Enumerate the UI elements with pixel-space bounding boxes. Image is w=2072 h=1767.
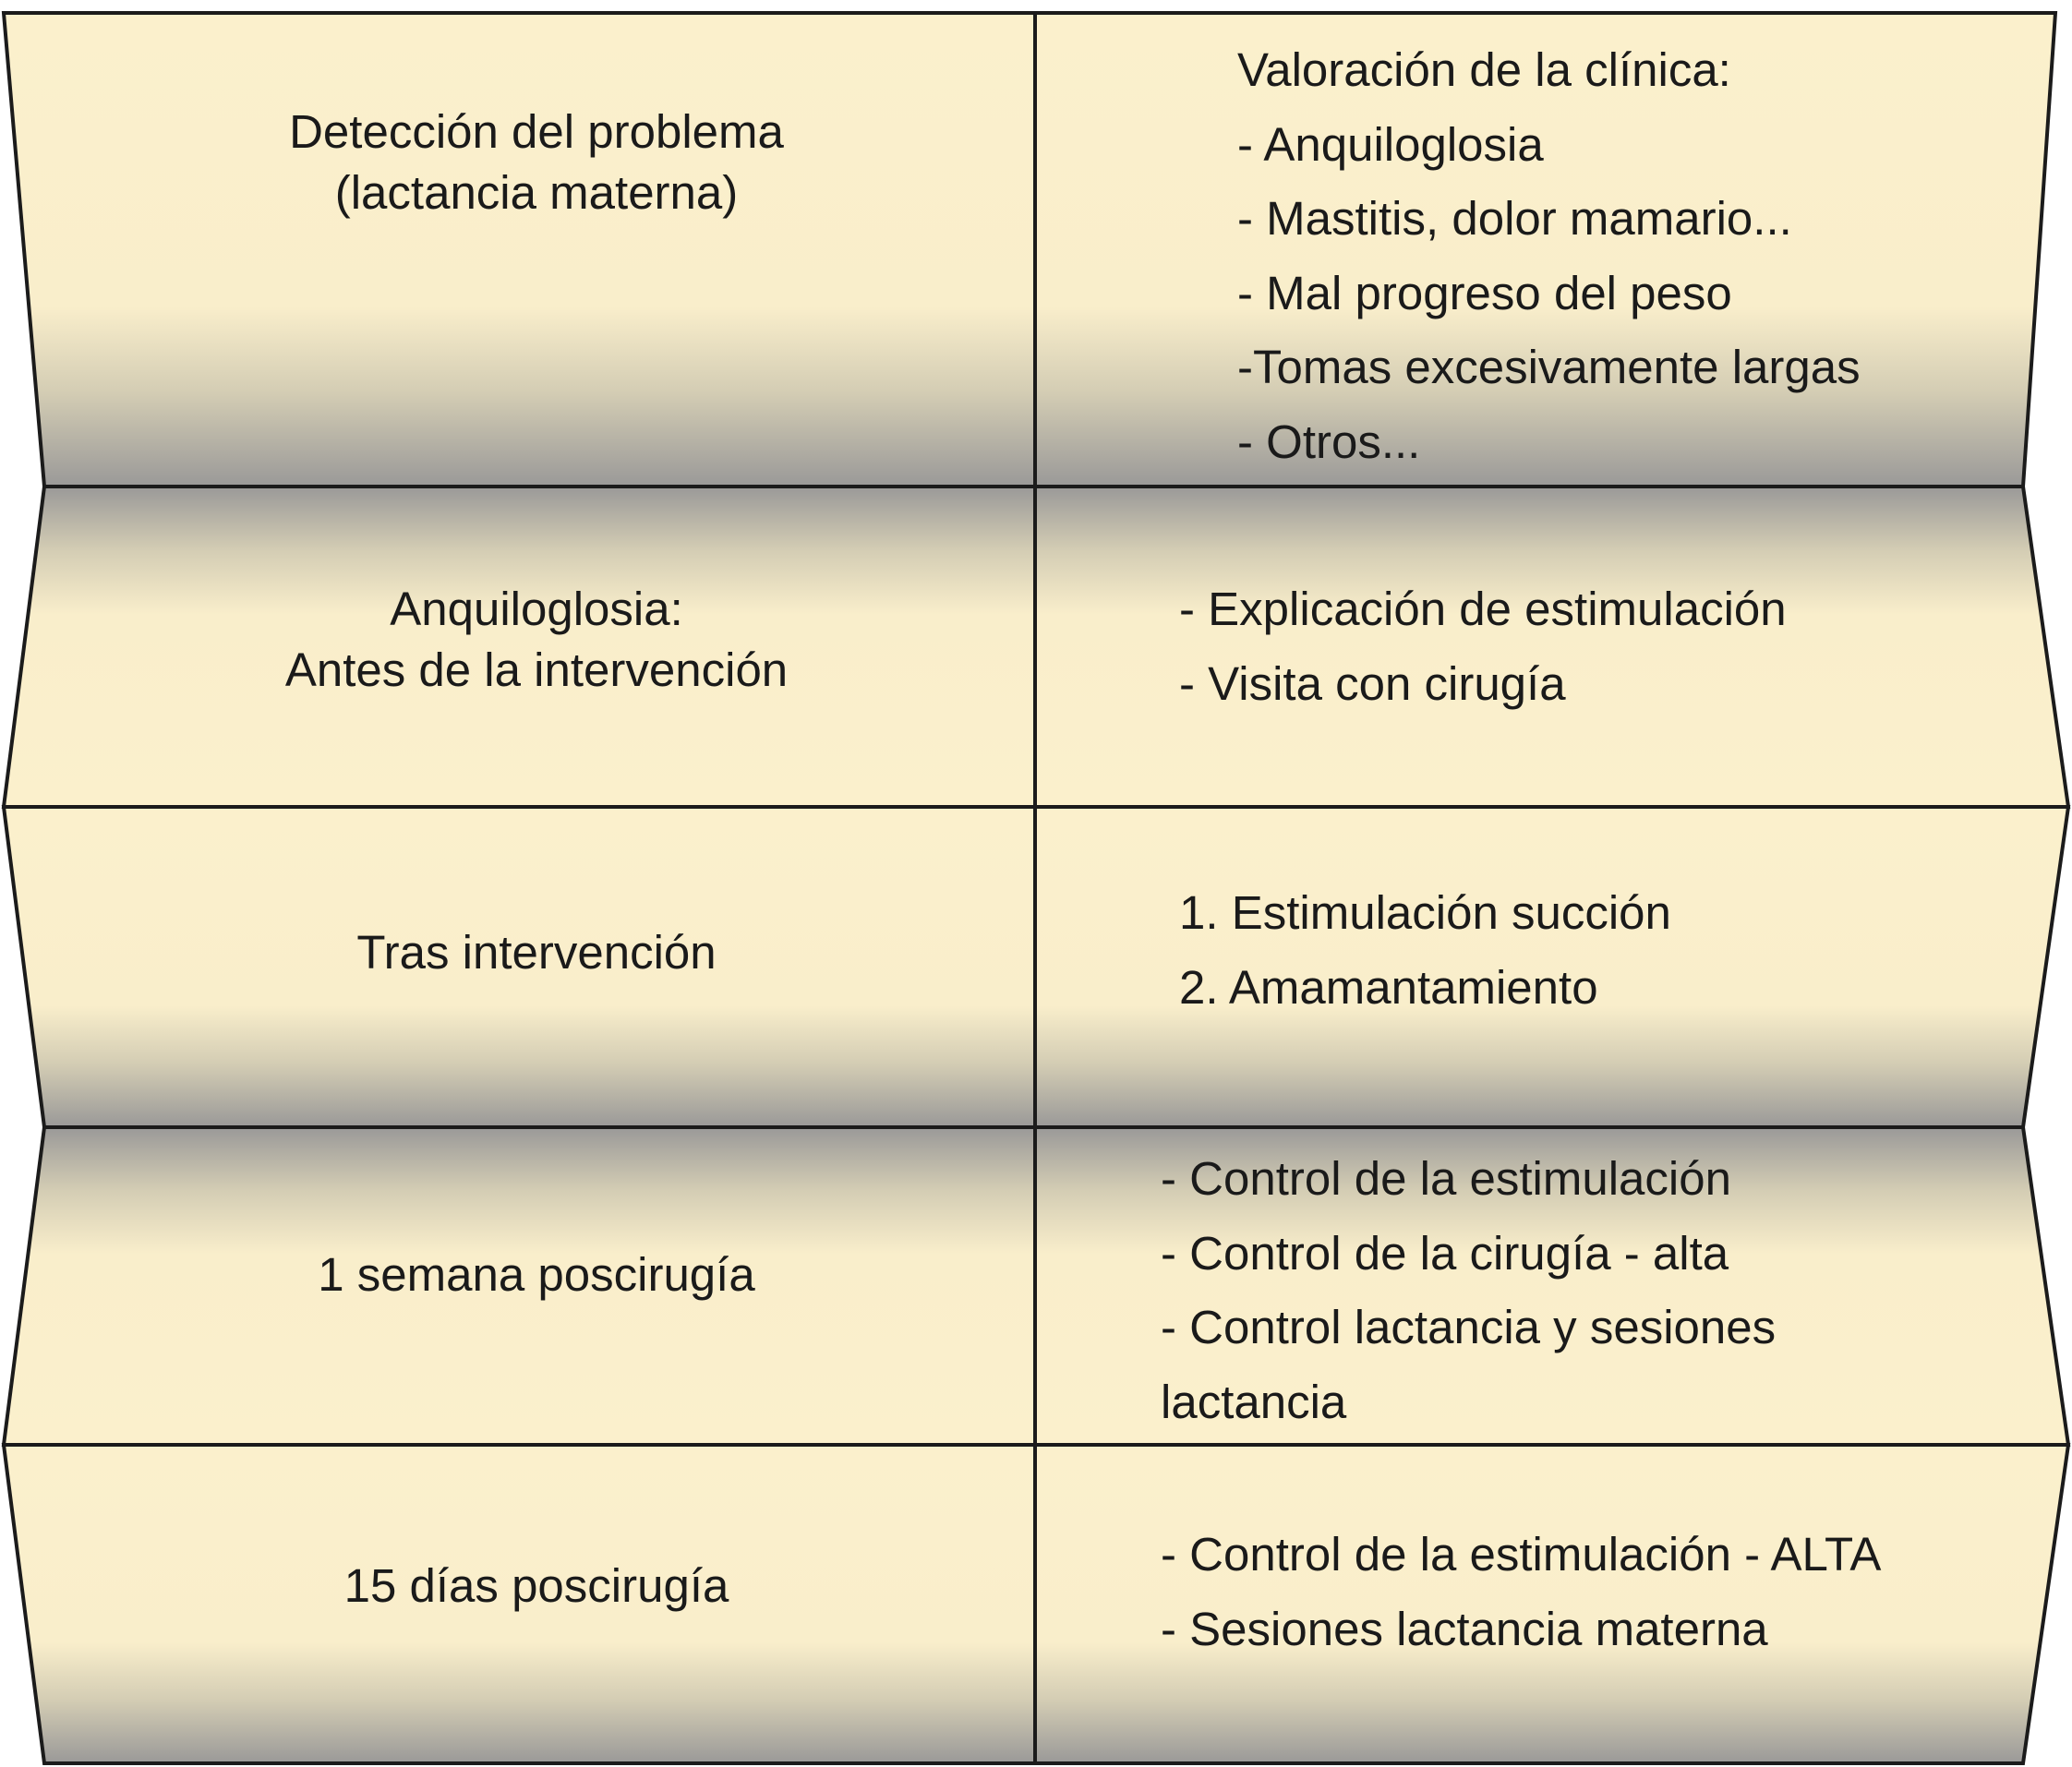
row-2-stage-line-2: Antes de la intervención <box>284 643 789 696</box>
row-3-stage-line-1: Tras intervención <box>356 926 717 979</box>
row-5-detail-line: - Control de la estimulación - ALTA <box>1161 1528 1882 1581</box>
row-4-stage-line-1: 1 semana poscirugía <box>318 1248 755 1301</box>
row-1-stage <box>75 105 998 219</box>
row-1-detail-line: - Mal progreso del peso <box>1237 267 1732 319</box>
row-1-stage-panel <box>4 13 1035 487</box>
row-5-detail-line: - Sesiones lactancia materna <box>1161 1603 1768 1655</box>
row-1-stage-line-2: (lactancia materna) <box>334 166 739 219</box>
row-2-detail-line: - Explicación de estimulación <box>1179 583 1787 635</box>
row-5-stage-line-1: 15 días poscirugía <box>343 1559 729 1612</box>
row-1-detail-line: - Mastitis, dolor mamario... <box>1237 192 1792 245</box>
row-1-panels <box>4 13 2055 487</box>
row-4-detail-line: - Control de la estimulación <box>1161 1152 1731 1205</box>
row-3-detail-line: 1. Estimulación succión <box>1179 886 1671 939</box>
row-1-detail-line: - Otros... <box>1237 415 1421 468</box>
row-2-stage <box>75 583 998 696</box>
row-3-detail-line: 2. Amamantamiento <box>1179 961 1598 1014</box>
row-2-detail-panel <box>1035 487 2068 807</box>
row-2-stage-line-1: Anquiloglosia: <box>390 583 683 635</box>
row-4-detail-line: lactancia <box>1161 1376 1347 1428</box>
row-1-detail-line: Valoración de la clínica: <box>1237 43 1731 96</box>
row-3-stage <box>75 926 998 979</box>
row-1-detail-line: -Tomas excesivamente largas <box>1237 341 1861 393</box>
row-1-detail-line: - Anquiloglosia <box>1237 118 1544 171</box>
row-2-detail-line: - Visita con cirugía <box>1179 657 1566 710</box>
row-1-stage-line-1: Detección del problema <box>289 105 784 158</box>
row-4-stage <box>75 1248 998 1301</box>
row-4-detail-line: - Control lactancia y sesiones <box>1161 1301 1777 1353</box>
row-4-detail-line: - Control de la cirugía - alta <box>1161 1227 1729 1280</box>
row-5-stage <box>75 1559 998 1612</box>
